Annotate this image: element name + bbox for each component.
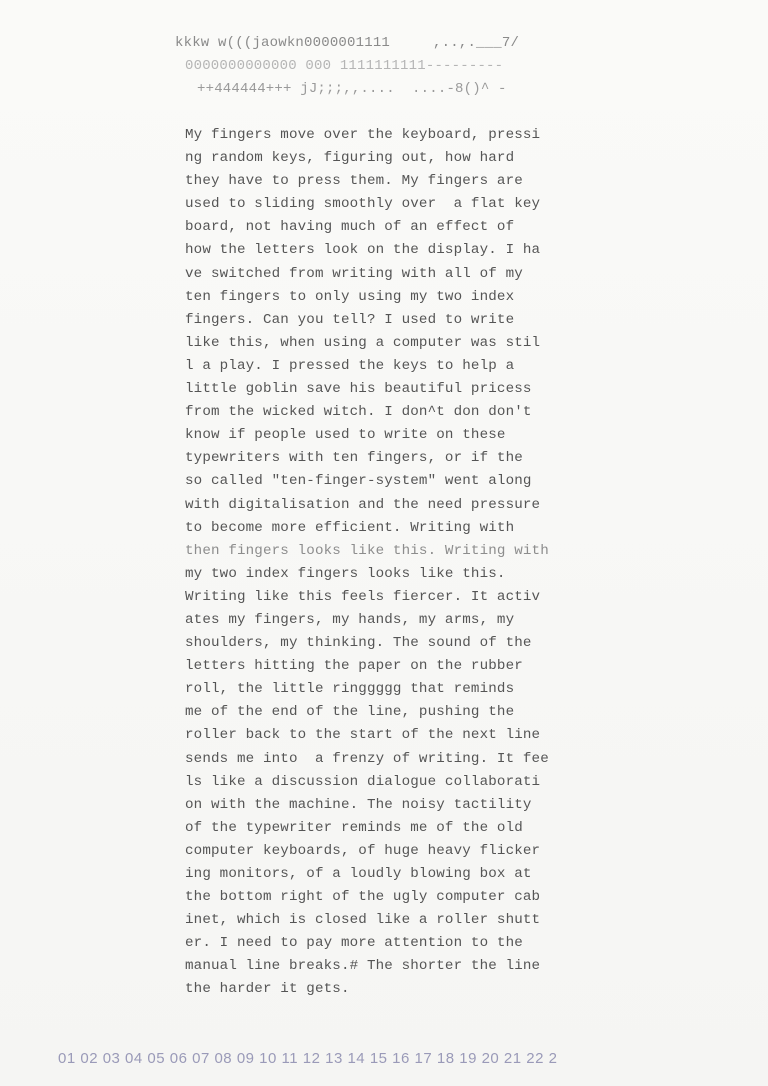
text-line: fingers. Can you tell? I used to write <box>185 311 515 328</box>
text-line: ates my fingers, my hands, my arms, my <box>185 611 515 628</box>
text-line: My fingers move over the keyboard, pressi <box>185 127 541 143</box>
text-line: the bottom right of the ugly computer cab <box>185 889 541 906</box>
text-line: shoulders, my thinking. The sound of the <box>185 635 532 652</box>
text-line: me of the end of the line, pushing the <box>185 704 515 721</box>
text-line: on with the machine. The noisy tactility <box>185 796 532 813</box>
text-line: computer keyboards, of huge heavy flicker <box>185 842 541 859</box>
text-line: ing monitors, of a loudly blowing box at <box>185 866 532 882</box>
text-line: then fingers looks like this. Writing with <box>185 542 549 559</box>
test-line: kkkw w(((jaowkn0000001111 ,..,.___7/ <box>175 35 520 51</box>
test-line: ++444444+++ jJ;;;,,.... ....-8()^ - <box>197 81 507 97</box>
text-line: like this, when using a computer was stil <box>185 334 541 351</box>
text-line: ten fingers to only using my two index <box>185 288 515 305</box>
text-line: inet, which is closed like a roller shutt <box>185 912 541 929</box>
text-line: roll, the little ringgggg that reminds <box>185 681 515 698</box>
text-line: manual line breaks.# The shorter the line <box>185 958 541 975</box>
text-line: ng random keys, figuring out, how hard <box>185 150 515 167</box>
text-line: know if people used to write on these <box>185 427 506 444</box>
text-line: they have to press them. My fingers are <box>185 173 523 190</box>
text-line: er. I need to pay more attention to the <box>185 935 523 952</box>
text-line: roller back to the start of the next line <box>185 727 541 744</box>
text-line: board, not having much of an effect of <box>185 219 515 236</box>
typewritten-text-block <box>185 124 585 1002</box>
text-line: letters hitting the paper on the rubber <box>185 658 523 675</box>
text-line: so called "ten-finger-system" went along <box>185 473 532 490</box>
text-line: my two index fingers looks like this. <box>185 565 506 582</box>
typewriter-test-lines <box>175 32 555 101</box>
text-line: Writing like this feels fiercer. It activ <box>185 588 541 605</box>
text-line: ve switched from writing with all of my <box>185 265 523 282</box>
text-line: sends me into a frenzy of writing. It fee <box>185 750 549 767</box>
line-number-ruler: 01 02 03 04 05 06 07 08 09 10 11 12 13 14 15 16 17 18 19 20 21 22 2 <box>58 1050 558 1067</box>
text-line: from the wicked witch. I don^t don don't <box>185 404 532 421</box>
text-line: of the typewriter reminds me of the old <box>185 819 523 836</box>
text-line: the harder it gets. <box>185 981 350 998</box>
test-line: 0000000000000 000 1111111111--------- <box>185 58 504 74</box>
text-line: with digitalisation and the need pressure <box>185 496 541 513</box>
text-line: l a play. I pressed the keys to help a <box>185 357 515 374</box>
text-line: how the letters look on the display. I ha <box>185 242 541 259</box>
text-line: used to sliding smoothly over a flat key <box>185 196 541 213</box>
text-line: little goblin save his beautiful pricess <box>185 381 532 398</box>
text-line: ls like a discussion dialogue collaborati <box>185 773 541 790</box>
text-line: to become more efficient. Writing with <box>185 519 515 536</box>
text-line: typewriters with ten fingers, or if the <box>185 450 523 467</box>
